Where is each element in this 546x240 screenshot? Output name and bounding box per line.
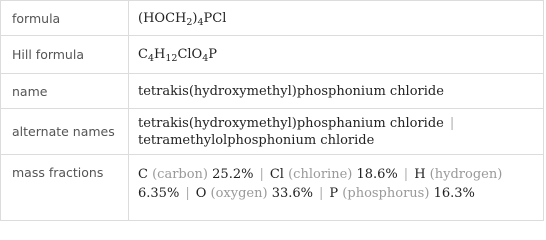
mass-fraction-phosphorus: P (phosphorus) 16.3% [329, 186, 475, 201]
alternate-names-row [1, 109, 544, 155]
separator: | [185, 186, 190, 201]
separator: | [259, 167, 264, 182]
mass-fraction-hydrogen-label: H (hydrogen) [414, 167, 503, 182]
mass-fraction-oxygen: O (oxygen) 33.6% [195, 186, 314, 201]
mass-fraction-chlorine: Cl (chlorine) 18.6% [269, 167, 398, 182]
mass-fractions-value [129, 155, 544, 221]
formula-row [1, 1, 544, 36]
alternate-names-value [129, 109, 544, 155]
name-row [1, 74, 544, 109]
mass-fraction-hydrogen-value: 6.35% [138, 186, 180, 201]
mass-fraction-carbon: C (carbon) 25.2% [138, 167, 254, 182]
formula-label: formula [1, 1, 129, 36]
name-value: tetrakis(hydroxymethyl)phosphonium chloride [129, 74, 544, 109]
separator: | [319, 186, 324, 201]
name-label: name [1, 74, 129, 109]
separator: | [449, 115, 455, 131]
alternate-name: tetrakis(hydroxymethyl)phosphanium chloride [138, 115, 444, 131]
hill-formula-row [1, 36, 544, 74]
alternate-names-label: alternate names [1, 109, 129, 155]
hill-formula-label: Hill formula [1, 36, 129, 74]
mass-fractions-row [1, 155, 544, 221]
alternate-name: tetramethylolphosphonium chloride [138, 132, 375, 148]
mass-fractions-label: mass fractions [1, 155, 129, 221]
formula-value: $(HOCH_2)_4PCl$ [129, 1, 544, 36]
hill-formula-value: $C_4H_{12}ClO_4P$ [129, 36, 544, 74]
separator: | [403, 167, 409, 182]
